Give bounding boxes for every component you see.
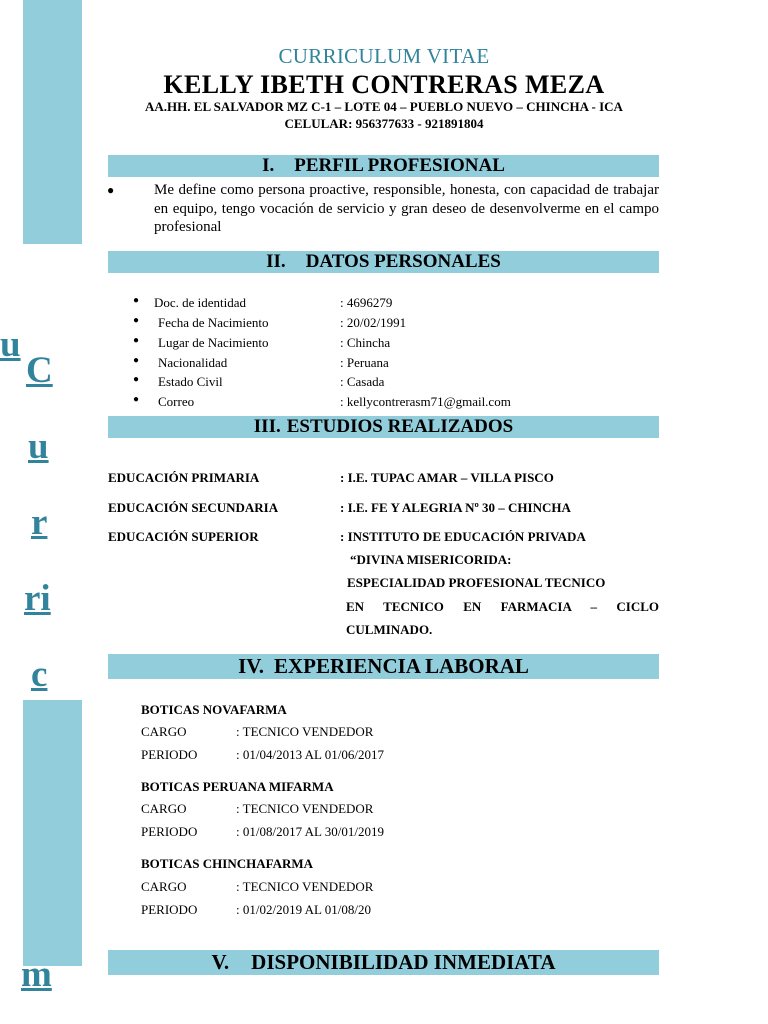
job-label: PERIODO — [141, 902, 198, 917]
section-title: PERFIL PROFESIONAL — [294, 155, 505, 176]
section-title: DATOS PERSONALES — [305, 251, 501, 272]
data-value: : Peruana — [340, 355, 389, 370]
job-company: BOTICAS PERUANA MIFARMA — [141, 779, 334, 794]
edu-value: ESPECIALIDAD PROFESIONAL TECNICO — [347, 575, 606, 590]
section-title: EXPERIENCIA LABORAL — [273, 654, 529, 678]
job-label: PERIODO — [141, 747, 198, 762]
job-value: : 01/08/2017 AL 30/01/2019 — [236, 824, 384, 839]
job-value: : TECNICO VENDEDOR — [236, 801, 374, 816]
job-value: : 01/02/2019 AL 01/08/20 — [236, 902, 371, 917]
job-value: : TECNICO VENDEDOR — [236, 879, 374, 894]
section-perfil-header — [108, 155, 659, 177]
section-number: I. — [262, 155, 275, 176]
candidate-address: AA.HH. EL SALVADOR MZ C-1 – LOTE 04 – PUEBLO NUEVO – CHINCHA - ICA — [145, 99, 623, 114]
edu-value: CULMINADO. — [346, 622, 433, 637]
side-letter: u — [28, 426, 49, 467]
side-letter: u — [0, 324, 21, 365]
section-disponibilidad-header — [108, 950, 659, 975]
data-label: Nacionalidad — [158, 355, 228, 370]
job-company: BOTICAS NOVAFARMA — [141, 702, 287, 717]
data-label: Correo — [158, 394, 195, 409]
side-letter: r — [31, 502, 48, 543]
section-title: DISPONIBILIDAD INMEDIATA — [251, 950, 556, 974]
bullet-icon: ● — [133, 335, 140, 346]
section-number: II. — [266, 251, 286, 272]
bullet-icon: ● — [133, 315, 140, 326]
section-title: ESTUDIOS REALIZADOS — [286, 416, 514, 437]
job-label: CARGO — [141, 879, 187, 894]
data-label: Doc. de identidad — [154, 295, 247, 310]
job-company: BOTICAS CHINCHAFARMA — [141, 856, 314, 871]
edu-value: EN TECNICO EN FARMACIA – CICLO — [346, 599, 659, 614]
job-label: CARGO — [141, 801, 187, 816]
bullet-icon: ● — [107, 183, 115, 197]
bullet-icon: ● — [133, 394, 140, 405]
side-letter: ri — [24, 578, 51, 619]
job-label: CARGO — [141, 724, 187, 739]
job-label: PERIODO — [141, 824, 198, 839]
job-value: : 01/04/2013 AL 01/06/2017 — [236, 747, 384, 762]
candidate-name: KELLY IBETH CONTRERAS MEZA — [163, 70, 605, 99]
side-letter: c — [31, 654, 48, 695]
data-value: : Chincha — [340, 335, 391, 350]
data-value: : 4696279 — [340, 295, 393, 310]
edu-value: “DIVINA MISERICORIDA: — [350, 552, 512, 567]
edu-label: EDUCACIÓN PRIMARIA — [108, 470, 260, 485]
section-experiencia-header — [108, 654, 659, 679]
job-value: : TECNICO VENDEDOR — [236, 724, 374, 739]
data-value: : Casada — [340, 374, 385, 389]
data-value: : 20/02/1991 — [340, 315, 407, 330]
edu-value: : INSTITUTO DE EDUCACIÓN PRIVADA — [340, 529, 586, 544]
edu-value: : I.E. FE Y ALEGRIA Nº 30 – CHINCHA — [340, 500, 571, 515]
section-number: III. — [253, 416, 281, 437]
document-label: CURRICULUM VITAE — [278, 44, 490, 68]
profile-text: Me define como persona proactive, responsible, honesta, con capacidad de trabajar en equipo, tengo vocación de servicio y gran deseo de desenvolverme en el campo profesional — [154, 182, 659, 235]
edu-value: : I.E. TUPAC AMAR – VILLA PISCO — [340, 470, 554, 485]
bullet-icon: ● — [133, 355, 140, 366]
bullet-icon: ● — [133, 295, 140, 306]
data-label: Lugar de Nacimiento — [158, 335, 269, 350]
side-bar-bottom — [23, 700, 82, 966]
section-datos-header — [108, 251, 659, 273]
candidate-phone: CELULAR: 956377633 - 921891804 — [284, 116, 484, 131]
section-number: IV. — [238, 654, 264, 678]
edu-label: EDUCACIÓN SUPERIOR — [108, 529, 259, 544]
side-letter: C — [26, 350, 53, 391]
side-letter: m — [21, 954, 52, 995]
section-estudios-header — [108, 416, 659, 438]
data-value: : kellycontrerasm71@gmail.com — [340, 394, 511, 409]
data-label: Fecha de Nacimiento — [158, 315, 269, 330]
edu-label: EDUCACIÓN SECUNDARIA — [108, 500, 279, 515]
data-label: Estado Civil — [158, 374, 223, 389]
section-number: V. — [211, 950, 230, 974]
bullet-icon: ● — [133, 374, 140, 385]
